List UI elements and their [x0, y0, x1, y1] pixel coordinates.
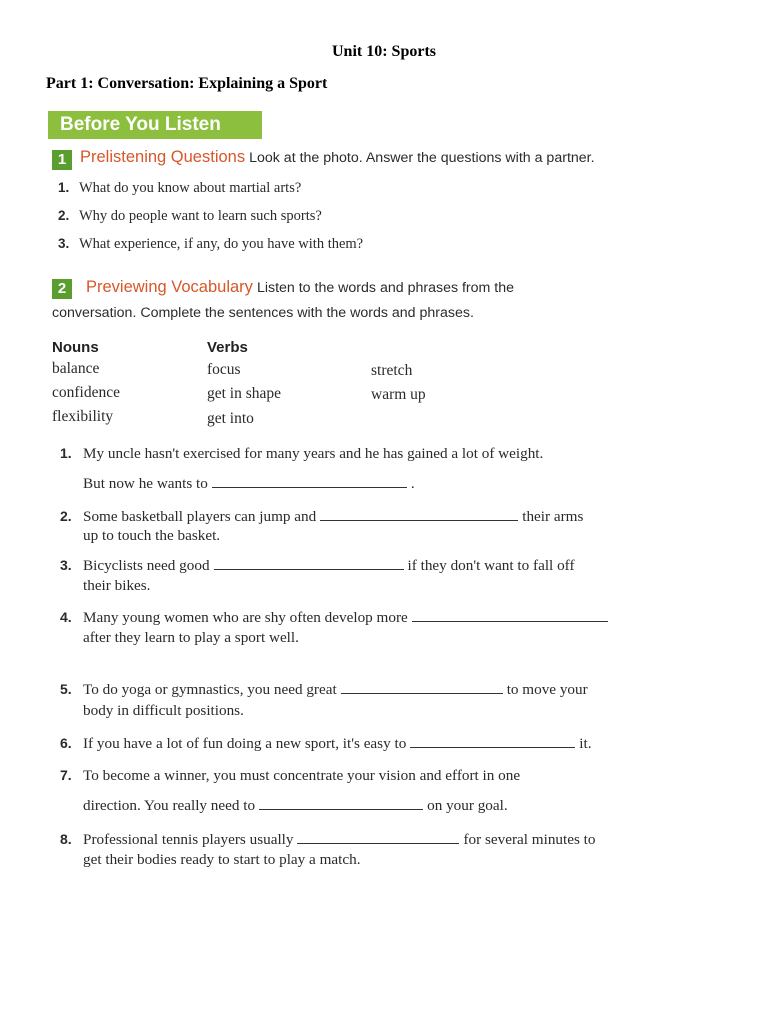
answer-blank[interactable] [297, 831, 459, 844]
section-1-header [80, 148, 595, 167]
part-title: Part 1: Conversation: Explaining a Sport [46, 75, 328, 92]
vocab-noun: flexibility [52, 408, 114, 425]
question-2 [58, 208, 322, 225]
section-2-instruction-line-1: Listen to the words and phrases from the [256, 280, 515, 296]
exercise-1-line-1 [60, 445, 543, 463]
exercise-6-line-1 [60, 735, 592, 753]
exercise-text: on your goal. [427, 797, 508, 814]
exercise-number: 2. [60, 508, 72, 524]
exercise-3-line-1 [60, 557, 575, 575]
vocab-verb: focus [207, 361, 241, 378]
section-2-instruction-line-2: conversation. Complete the sentences with the words and phrases. [52, 305, 474, 321]
vocab-verb: warm up [371, 386, 426, 403]
exercise-3-line-2: their bikes. [83, 577, 151, 594]
answer-blank[interactable] [412, 609, 608, 622]
exercise-text: if they don't want to fall off [407, 557, 575, 574]
question-number: 3. [58, 236, 70, 251]
section-2-number: 2 [52, 279, 72, 299]
vocab-verb: stretch [371, 362, 413, 379]
exercise-text: But now he wants to [83, 475, 208, 492]
exercise-text: . [410, 475, 415, 492]
exercise-text: it. [579, 735, 592, 752]
exercise-text: direction. You really need to [83, 797, 256, 814]
exercise-number: 6. [60, 735, 72, 751]
question-1 [58, 180, 301, 197]
exercise-2-line-1 [60, 508, 583, 526]
verbs-heading: Verbs [207, 339, 248, 356]
exercise-text: Professional tennis players usually [83, 831, 294, 848]
exercise-5-line-2: body in difficult positions. [83, 702, 244, 719]
vocab-noun: confidence [52, 384, 120, 401]
exercise-7-line-2 [83, 797, 508, 815]
exercise-8-line-2: get their bodies ready to start to play a match. [83, 851, 361, 868]
question-3 [58, 236, 363, 253]
nouns-heading: Nouns [52, 339, 99, 356]
section-1-instruction: Look at the photo. Answer the questions with a partner. [249, 150, 595, 166]
exercise-text: To do yoga or gymnastics, you need great [83, 681, 337, 698]
exercise-number: 8. [60, 831, 72, 847]
vocab-noun: balance [52, 360, 100, 377]
exercise-8-line-1 [60, 831, 596, 849]
exercise-text: Some basketball players can jump and [83, 508, 317, 525]
exercise-text: To become a winner, you must concentrate your vision and effort in one [83, 767, 521, 784]
exercise-text: to move your [506, 681, 588, 698]
exercise-text: Bicyclists need good [83, 557, 210, 574]
answer-blank[interactable] [341, 681, 503, 694]
exercise-text: My uncle hasn't exercised for many years and he has gained a lot of weight. [83, 445, 544, 462]
section-2-header [86, 278, 514, 297]
exercise-number: 4. [60, 609, 72, 625]
exercise-4-line-1 [60, 609, 612, 627]
vocab-verb: get into [207, 410, 254, 427]
section-1-heading: Prelistening Questions [80, 148, 246, 166]
section-1-number: 1 [52, 150, 72, 170]
exercise-number: 1. [60, 445, 72, 461]
question-text: Why do people want to learn such sports? [79, 208, 322, 224]
exercise-2-line-2: up to touch the basket. [83, 527, 221, 544]
answer-blank[interactable] [259, 797, 423, 810]
exercise-7-line-1 [60, 767, 520, 785]
question-number: 1. [58, 180, 70, 195]
exercise-1-line-2 [83, 475, 415, 493]
answer-blank[interactable] [320, 508, 518, 521]
answer-blank[interactable] [212, 475, 407, 488]
exercise-4-line-2: after they learn to play a sport well. [83, 629, 299, 646]
question-text: What experience, if any, do you have with them? [79, 236, 364, 252]
section-2-heading: Previewing Vocabulary [86, 278, 253, 296]
exercise-5-line-1 [60, 681, 588, 699]
exercise-number: 5. [60, 681, 72, 697]
page-title: Unit 10: Sports [331, 43, 436, 60]
exercise-text: If you have a lot of fun doing a new sport, it's easy to [83, 735, 407, 752]
exercise-text: Many young women who are shy often develop more [83, 609, 408, 626]
exercise-text: for several minutes to [463, 831, 596, 848]
vocab-verb: get in shape [207, 385, 282, 402]
before-you-listen-banner: Before You Listen [48, 111, 262, 139]
answer-blank[interactable] [410, 735, 575, 748]
question-text: What do you know about martial arts? [79, 180, 302, 196]
answer-blank[interactable] [214, 557, 404, 570]
question-number: 2. [58, 208, 70, 223]
exercise-number: 7. [60, 767, 72, 783]
exercise-number: 3. [60, 557, 72, 573]
exercise-text: their arms [522, 508, 584, 525]
